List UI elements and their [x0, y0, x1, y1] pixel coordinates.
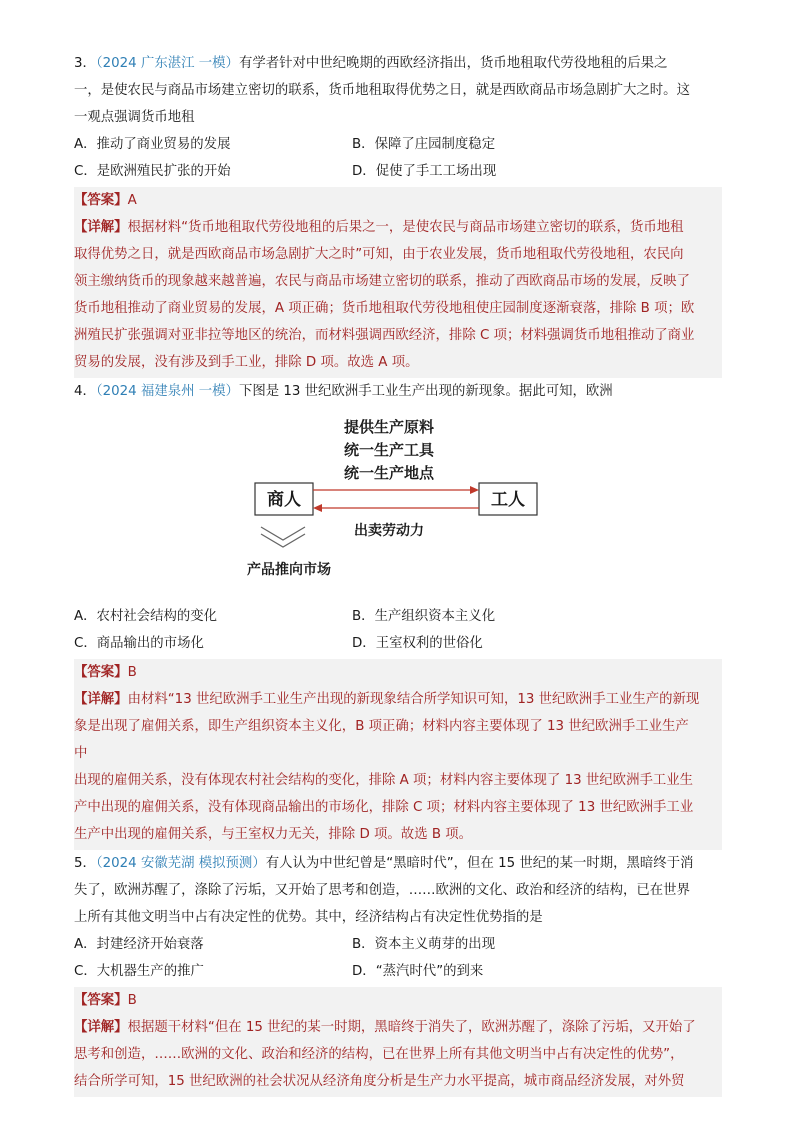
question-3-options-row-1: [74, 131, 722, 158]
detail-line-5: 产中出现的雇佣关系，没有体现商品输出的市场化，排除 C 项；材料内容主要体现了 13 世纪欧洲手工业: [74, 800, 694, 815]
option-b: B．生产组织资本主义化: [352, 609, 496, 624]
question-number: 5．: [74, 856, 96, 871]
worker-label: 工人: [491, 490, 525, 510]
merchant-label: 商人: [267, 490, 301, 510]
diagram-svg: [239, 407, 549, 603]
diagram-top-line-3: 统一生产地点: [344, 464, 435, 482]
detail-line-2: 象是出现了雇佣关系，即生产组织资本主义化，B 项正确；材料内容主要体现了 13 世纪欧洲手工业生产: [74, 719, 689, 734]
option-d: D．促使了手工工场出现: [352, 164, 497, 179]
question-4-answer-block: [74, 659, 722, 850]
question-4-options-row-1: [74, 603, 722, 630]
detail-line-4: 出现的雇佣关系，没有体现农村社会结构的变化，排除 A 项；材料内容主要体现了 13 世纪欧洲手工业生: [74, 773, 694, 788]
answer-line: [74, 659, 722, 686]
question-4-options-row-2: [74, 630, 722, 657]
question-4: [74, 378, 722, 850]
answer-label: 【答案】: [74, 993, 128, 1008]
question-3-stem-line-3: 一观点强调货币地租: [74, 110, 195, 125]
diagram-top-line-1: 提供生产原料: [344, 418, 435, 436]
arrow-to-worker-head: [470, 486, 479, 494]
detail-line-6: 生产中出现的雇佣关系，与王室权力无关，排除 D 项。故选 B 项。: [74, 827, 473, 842]
detail-line-2: 思考和创造，……欧洲的文化、政治和经济的结构，已在世界上所有其他文明当中占有决定性的优势”，: [74, 1047, 684, 1062]
option-b: B．保障了庄园制度稳定: [352, 137, 496, 152]
labor-label: 出卖劳动力: [354, 523, 424, 539]
question-source: （2024 福建泉州 一模）: [95, 384, 239, 399]
question-5-stem-line-3: 上所有其他文明当中占有决定性的优势。其中，经济结构占有决定性优势指的是: [74, 910, 543, 925]
option-a: A．农村社会结构的变化: [74, 609, 218, 624]
detail-line-1: 【详解】根据题干材料“但在 15 世纪的某一时期，黑暗终于消失了，欧洲苏醒了，涤除了污垢，又开始了: [74, 1020, 696, 1035]
detail-line-1: 【详解】根据材料“货币地租取代劳役地租的后果之一，是使农民与商品市场建立密切的联系，货币地租: [74, 220, 684, 235]
answer-line: [74, 187, 722, 214]
question-3-stem-line-2: 一，是使农民与商品市场建立密切的联系，货币地租取得优势之日，就是西欧商品市场急剧扩大之时。这: [74, 83, 690, 98]
question-3-answer-block: [74, 187, 722, 378]
question-3-options-row-2: [74, 158, 722, 185]
detail-line-3: 结合所学可知，15 世纪欧洲的社会状况从经济角度分析是生产力水平提高，城市商品经济发展，对外贸: [74, 1074, 685, 1089]
detail-line-4: 货币地租推动了商业贸易的发展，A 项正确；货币地租取代劳役地租使庄园制度逐渐衰落，排除 B 项；欧: [74, 301, 695, 316]
option-c: C．大机器生产的推广: [74, 964, 204, 979]
question-3: [74, 50, 722, 378]
option-a: A．推动了商业贸易的发展: [74, 137, 231, 152]
option-d: D．“蒸汽时代”的到来: [352, 964, 484, 979]
detail-line-2: 取得优势之日，就是西欧商品市场急剧扩大之时”可知，由于农业发展，货币地租取代劳役地租，农民向: [74, 247, 684, 262]
question-5-answer-block: [74, 987, 722, 1097]
option-c: C．是欧洲殖民扩张的开始: [74, 164, 231, 179]
question-number: 3．: [74, 56, 96, 71]
question-4-stem-line-1: [74, 378, 722, 405]
question-number: 4．: [74, 384, 96, 399]
answer-line: [74, 987, 722, 1014]
document-page: [74, 50, 722, 1097]
detail-line-6: 贸易的发展，没有涉及到手工业，排除 D 项。故选 A 项。: [74, 355, 419, 370]
question-source: （2024 广东湛江 一模）: [95, 56, 239, 71]
detail-line-3: 领主缴纳货币的现象越来越普遍，农民与商品市场建立密切的联系，推动了西欧商品市场的发展，反映了: [74, 274, 690, 289]
arrow-to-merchant-head: [313, 504, 322, 512]
question-stem: 有学者针对中世纪晚期的西欧经济指出，货币地租取代劳役地租的后果之: [238, 56, 668, 71]
detail-label: 【详解】: [74, 1020, 128, 1035]
question-5-options-row-2: [74, 958, 722, 985]
question-source: （2024 安徽芜湖 模拟预测）: [95, 856, 266, 871]
answer-label: 【答案】: [74, 665, 128, 680]
answer-value: B: [127, 993, 137, 1008]
question-5-stem-line-2: 失了，欧洲苏醒了，涤除了污垢，又开始了思考和创造，……欧洲的文化、政治和经济的结构，已在世界: [74, 883, 690, 898]
option-a: A．封建经济开始衰落: [74, 937, 204, 952]
detail-label: 【详解】: [74, 220, 128, 235]
answer-label: 【答案】: [74, 193, 128, 208]
question-5: [74, 850, 722, 1097]
detail-label: 【详解】: [74, 692, 128, 707]
option-c: C．商品输出的市场化: [74, 636, 204, 651]
detail-line-3: 中: [74, 746, 88, 761]
production-diagram: [74, 407, 722, 603]
market-label: 产品推向市场: [247, 562, 331, 578]
question-stem: 有人认为中世纪曾是“黑暗时代”，但在 15 世纪的某一时期，黑暗终于消: [265, 856, 694, 871]
detail-line-1: 【详解】由材料“13 世纪欧洲手工业生产出现的新现象结合所学知识可知，13 世纪欧洲手工业生产的新现: [74, 692, 700, 707]
option-d: D．王室权利的世俗化: [352, 636, 483, 651]
question-5-stem-line-1: [74, 850, 722, 877]
question-5-options-row-1: [74, 931, 722, 958]
diagram-top-line-2: 统一生产工具: [344, 441, 435, 459]
detail-line-5: 洲殖民扩张强调对亚非拉等地区的统治，而材料强调西欧经济，排除 C 项；材料强调货币地租推动了商业: [74, 328, 695, 343]
question-stem: 下图是 13 世纪欧洲手工业生产出现的新现象。据此可知，欧洲: [238, 384, 613, 399]
question-3-stem-line-1: [74, 50, 722, 77]
option-b: B．资本主义萌芽的出现: [352, 937, 496, 952]
answer-value: B: [127, 665, 137, 680]
answer-value: A: [127, 193, 137, 208]
